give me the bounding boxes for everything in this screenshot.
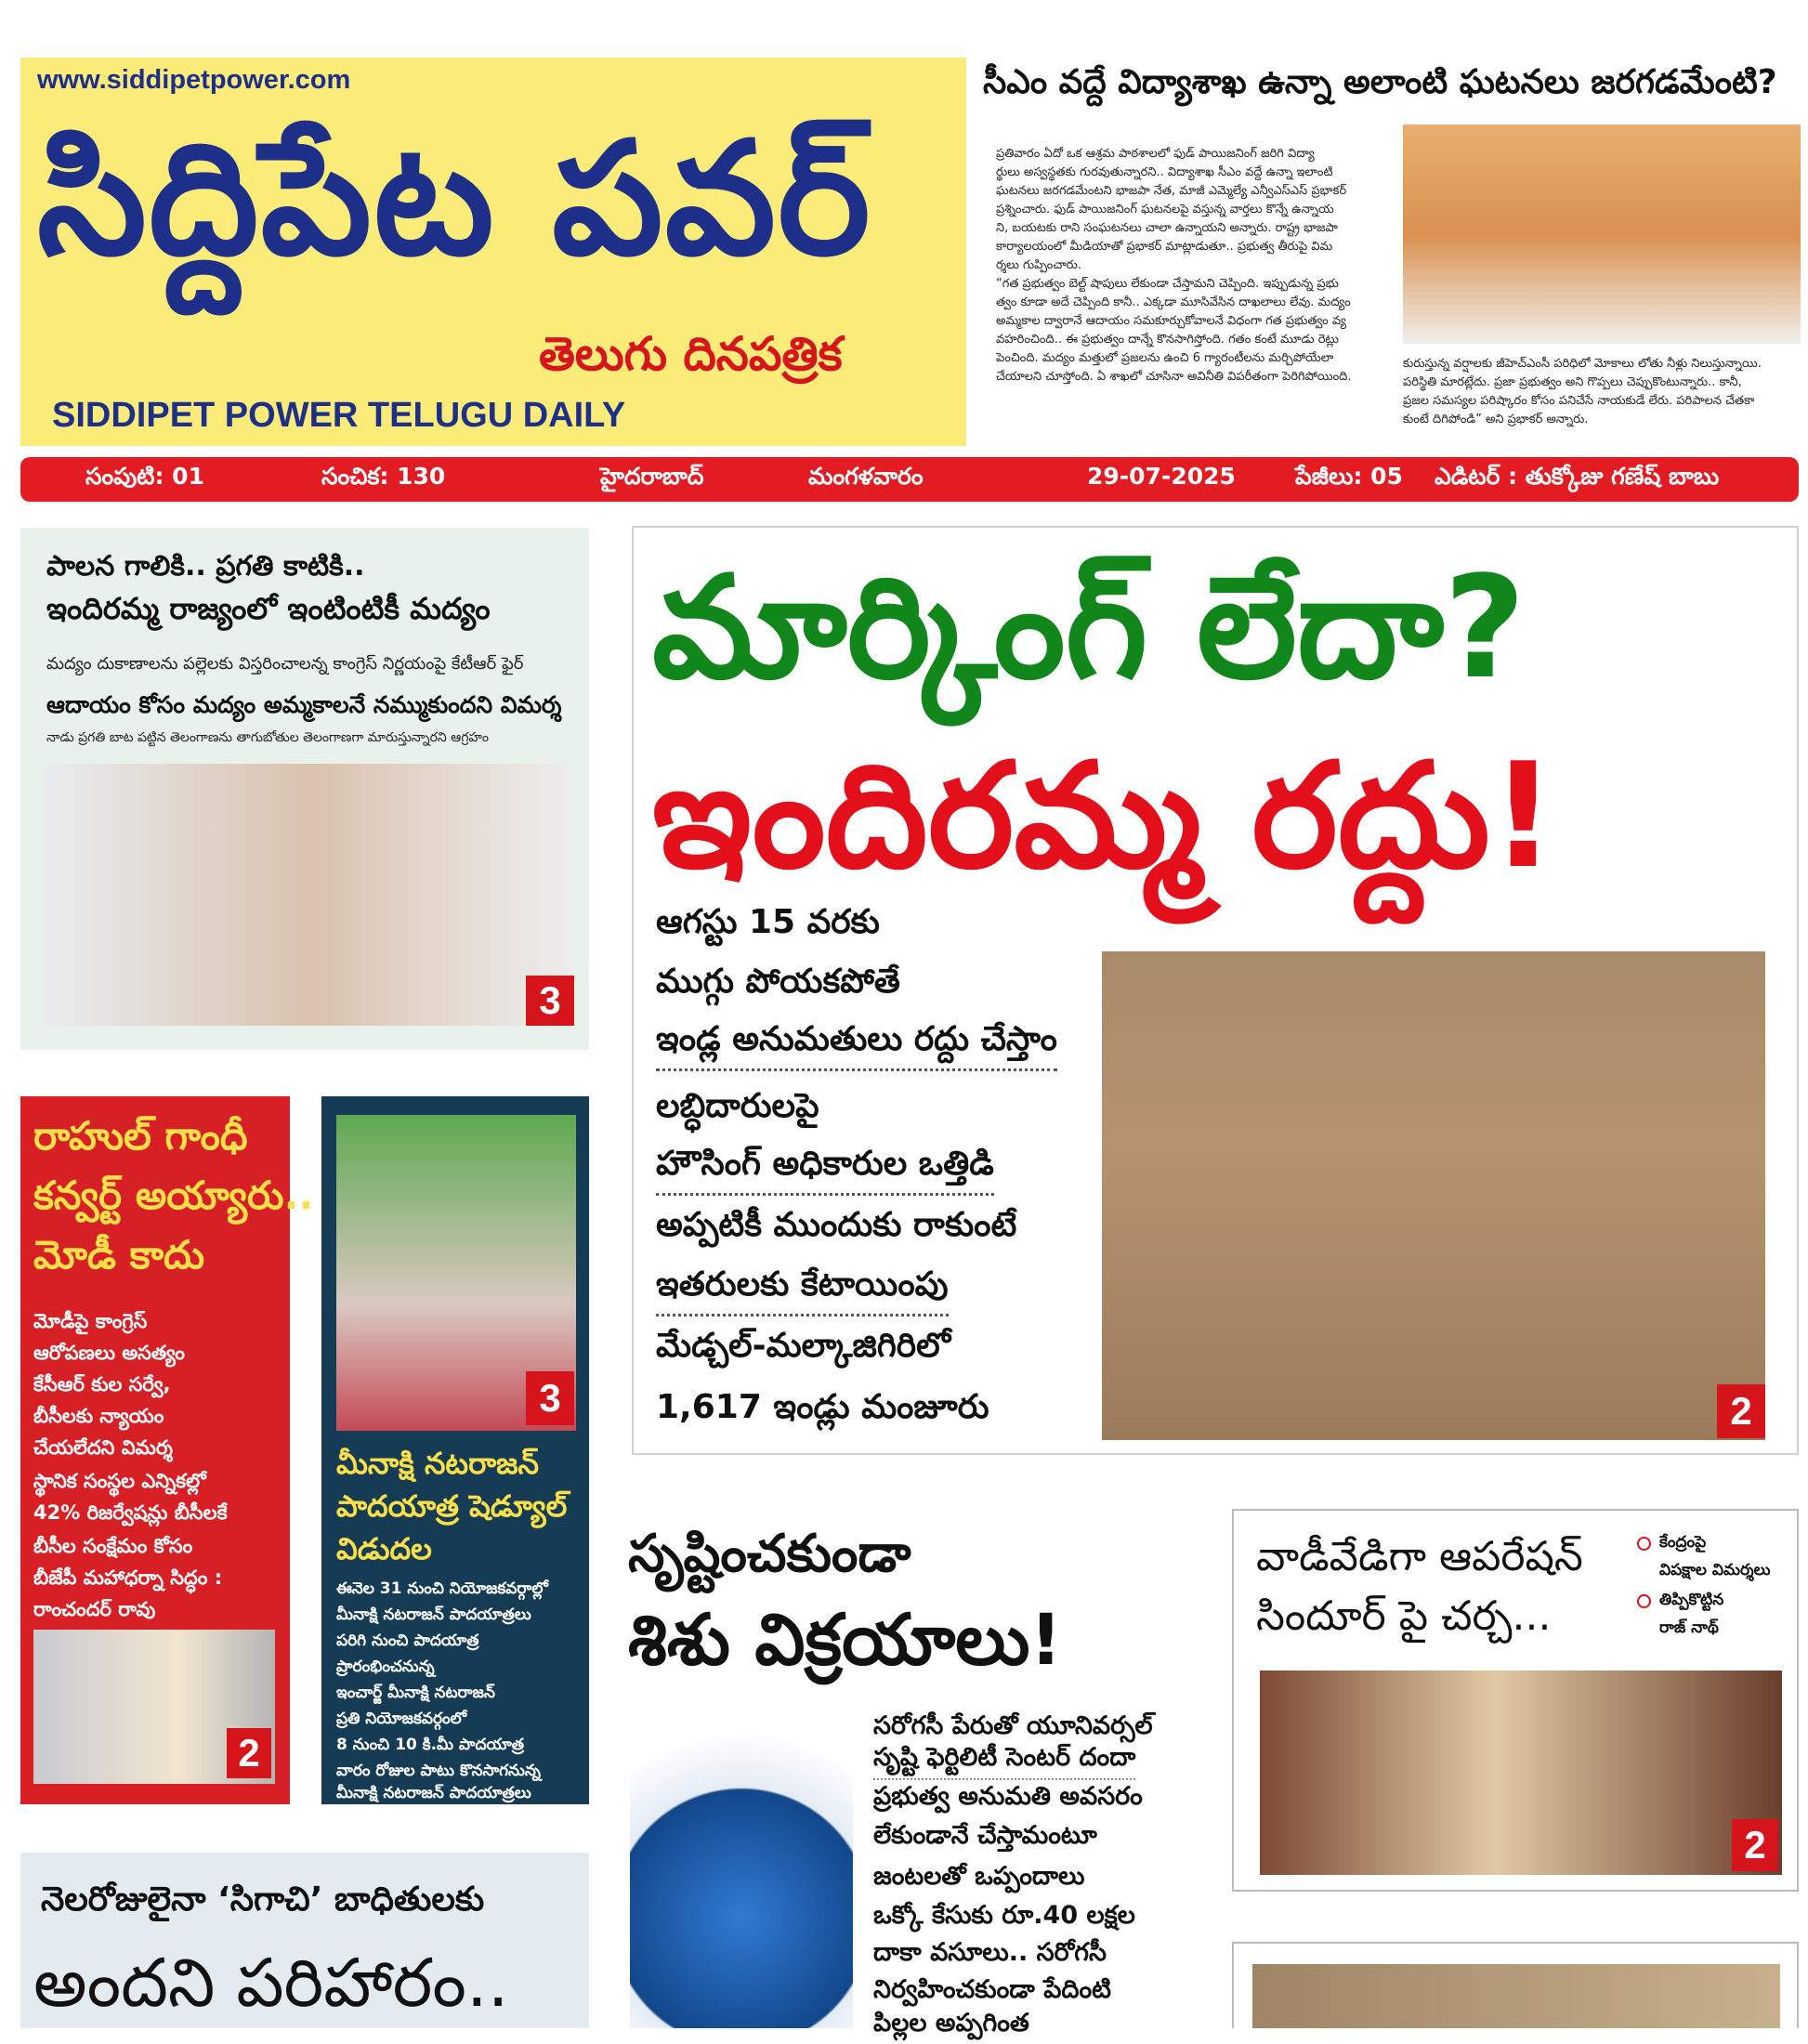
bullet-circle-icon (1637, 1537, 1651, 1551)
ktr-subhead-2: ఆదాయం కోసం మద్యం అమ్మకాలనే నమ్ముకుందని విమర్శ (46, 691, 562, 718)
main-point: ముగ్గు పోయకపోతే (656, 963, 900, 1001)
sindoor-headline-2: సిందూర్ పై చర్చ... (1256, 1592, 1552, 1640)
body-line: ర్థులు అస్వస్థతకు గురవుతున్నారని.. విద్యాశాఖ సీఎం వద్దే ఉన్నా ఇలాంటి (996, 165, 1333, 179)
surrogacy-body-line: జంటలతో ఒప్పందాలు (873, 1862, 1085, 1891)
edition-city: హైదరాబాద్ (600, 463, 704, 490)
body-line: ప్రజల సమస్యల పరిష్కారం కోసం పనిచేసే నాయకుడే లేరు. పరిపాలన చేతకా (1403, 394, 1755, 408)
sindoor-bullet: తిప్పికొట్టిన (1659, 1591, 1724, 1609)
surrogacy-headline-2: శిశు విక్రయాలు! (628, 1598, 1063, 1681)
main-point: అప్పటికీ ముందుకు రాకుంటే (656, 1206, 1017, 1244)
body-line: ఘటనలు జరగడమేంటని భాజపా నేత, మాజీ ఎమ్మెల్యే ఎన్వీఎస్ఎస్ ప్రభాకర్ (996, 184, 1347, 198)
sigachi-headline-1: నెలరోజులైనా ‘సిగాచి’ బాధితులకు (41, 1880, 485, 1919)
newspaper-subtitle: తెలుగు దినపత్రిక (539, 327, 843, 381)
meenakshi-body-line: ప్రతి నియోజకవర్గంలో (336, 1710, 467, 1728)
volume-number: సంపుటి: 01 (85, 463, 204, 490)
surrogacy-body-line: పిల్లల అప్పగింత (873, 2009, 1029, 2037)
parliament-photo (1260, 1671, 1782, 1875)
page-count: పేజీలు: 05 (1295, 463, 1403, 490)
body-line: కార్యాలయంలో మీడియాతో ప్రభాకర్ మాట్లాడుతూ.. ప్రభుత్వ తీరుపై విమ (996, 240, 1333, 254)
main-point: ఇండ్ల అనుమతులు రద్దు చేస్తాం (656, 1020, 1057, 1071)
body-line: త్వం కూడా అదే చెప్పింది కానీ.. ఎక్కడా మూసివేసిన దాఖలాలు లేవు. మద్యం (996, 295, 1351, 309)
body-line: ని, బయటకు రాని సంఘటనలు చాలా ఉన్నాయని అన్నారు. రాష్ట్ర భాజపా (996, 221, 1338, 235)
meenakshi-body-line: వారం రోజుల పాటు కొనసాగనున్న (336, 1762, 541, 1780)
body-line: ప్రతివారం ఏదో ఒక ఆశ్రమ పాఠశాలలో ఫుడ్ పాయిజనింగ్ జరిగి విద్యా (996, 147, 1315, 161)
rahul-body-line: బీజేపీ మహాధర్నా సిద్ధం : (33, 1566, 223, 1589)
page-badge[interactable]: 3 (526, 1371, 574, 1425)
sigachi-headline-2: అందని పరిహారం.. (33, 1944, 509, 2022)
page-badge[interactable]: 2 (1732, 1819, 1778, 1871)
body-line: పెంచింది. మద్యం మత్తులో ప్రజలను ఉంచి 6 గ్యారంటీలను మర్చిపోయేలా (996, 351, 1334, 365)
page-badge[interactable]: 3 (526, 976, 574, 1026)
meenakshi-body-line: పరిగి నుంచి పాదయాత్ర (336, 1631, 479, 1650)
prabhakar-photo (1403, 124, 1801, 344)
body-line: చేయాలని చూస్తోంది. ఏ శాఖలో చూసినా అవినీతి విపరీతంగా పెరిగిపోయింది. (996, 370, 1352, 384)
meenakshi-body-line: ఈనెల 31 నుంచి నియోజకవర్గాల్లో (336, 1579, 548, 1598)
site-url[interactable]: www.siddipetpower.com (37, 65, 351, 95)
sindoor-bullet: రాజ్ నాథ్ (1659, 1618, 1719, 1637)
main-point: మేడ్చల్-మల్కాజిగిరిలో (656, 1327, 951, 1365)
meenakshi-body-line: మీనాక్షి నటరాజన్ పాదయాత్రలు (336, 1605, 531, 1624)
meenakshi-body-line: 8 నుంచి 10 కి.మీ పాదయాత్ర (336, 1736, 525, 1754)
body-line: కురుస్తున్న వర్షాలకు జీహెచ్ఎంసీ పరిధిలో మోకాలు లోతు నీళ్లు నిలుస్తున్నాయి. (1403, 357, 1762, 371)
ktr-photo (46, 764, 574, 1026)
bullet-circle-icon (1637, 1594, 1651, 1608)
meenakshi-body-line: ఇంచార్జ్ మీనాక్షి నటరాజన్ (336, 1684, 495, 1702)
edition-date: 29-07-2025 (1087, 463, 1236, 490)
rahul-body-line: ఆరోపణలు అసత్యం (33, 1342, 185, 1364)
rahul-body-line: స్థానిక సంస్థల ఎన్నికల్లో (33, 1470, 206, 1492)
body-line: “గత ప్రభుత్వం బెల్ట్ షాపులు లేకుండా చేస్తామని చెప్పింది. ఇప్పుడున్న ప్రభు (996, 277, 1339, 291)
meenakshi-headline: పాదయాత్ర షెడ్యూల్ (336, 1488, 568, 1524)
ktr-headline-2: ఇందిరమ్మ రాజ్యంలో ఇంటింటికీ మద్యం (46, 591, 491, 626)
rahul-body-line: మోడీపై కాంగ్రెస్ (33, 1310, 148, 1332)
main-headline-2: ఇందిరమ్మ రద్దు! (652, 731, 1557, 900)
body-line: పరిస్థితి మారట్లేదు. ప్రజా ప్రభుత్వం అని గొప్పలు చెప్పుకొంటున్నారు.. కానీ, (1403, 375, 1742, 389)
surrogacy-body-line: లేకుండానే చేస్తామంటూ (873, 1821, 1097, 1850)
body-line: అమ్మకాల ద్వారానే ఆదాయం సమకూర్చుకోవాలనే విధంగా గత ప్రభుత్వం వ్య (996, 314, 1346, 328)
main-headline-1: మార్కింగ్ లేదా? (652, 545, 1526, 710)
top-right-headline: సీఎం వద్దే విద్యాశాఖ ఉన్నా అలాంటి ఘటనలు జరగడమేంటి? (983, 63, 1777, 101)
surrogacy-body-line: ప్రభుత్వ అనుమతి అవసరం (873, 1782, 1143, 1811)
sindoor-bullet: విపక్షాల విమర్శలు (1659, 1561, 1771, 1579)
rahul-body-line: బీసీలకు న్యాయం (33, 1405, 164, 1427)
sindoor-headline-1: వాడీవేడిగా ఆపరేషన్ (1256, 1533, 1583, 1580)
sindoor-bullet: కేంద్రంపై (1659, 1533, 1707, 1552)
bottom-right-photo (1252, 1964, 1780, 2028)
surrogacy-body-line: సృష్టి ఫెర్టిలిటీ సెంటర్ దందా (873, 1743, 1135, 1780)
rahul-body-line: కేసీఆర్ కుల సర్వే, (33, 1373, 171, 1395)
rahul-body-line: బీసీల సంక్షేమం కోసం (33, 1535, 193, 1557)
rahul-body-line: రాంచందర్ రావు (33, 1598, 156, 1620)
meenakshi-body-line: ప్రారంభించనున్న (336, 1657, 435, 1676)
rahul-headline: రాహుల్ గాంధీ (33, 1113, 248, 1159)
body-line: ప్రశ్నించారు. ఫుడ్ పాయిజనింగ్ ఘటనలపై వస్తున్న వార్తలు కొన్నే ఉన్నాయ (996, 203, 1334, 216)
newspaper-english-name: SIDDIPET POWER TELUGU DAILY (52, 396, 626, 435)
ktr-headline-1: పాలన గాలికి.. ప్రగతి కాటికి.. (46, 550, 365, 583)
ktr-subhead-1: మద్యం దుకాణాలను పల్లెలకు విస్తరించాలన్న కాంగ్రెస్ నిర్ణయంపై కేటీఆర్ ఫైర్ (46, 654, 524, 674)
edition-day: మంగళవారం (808, 463, 924, 490)
body-line: ర్శలు గుప్పించారు. (996, 258, 1082, 272)
rahul-headline: కన్వర్ట్ అయ్యారు.. (33, 1173, 314, 1218)
rahul-body-line: 42% రిజర్వేషన్లు బీసీలకే (33, 1501, 228, 1524)
body-line: వహరించింది.. ఈ ప్రభుత్వం దాన్నే కొనసాగిస్తోంది. గతం కంటే మూడు రెట్లు (996, 333, 1339, 347)
ktr-subhead-3: నాడు ప్రగతి బాట పట్టిన తెలంగాణను తాగుబోతుల తెలంగాణగా మారుస్తున్నారని ఆగ్రహం (46, 730, 489, 745)
surrogacy-body-line: ఒక్కో కేసుకు రూ.40 లక్షల (873, 1901, 1135, 1930)
top-right-body-right (1403, 355, 1801, 429)
meenakshi-headline: విడుదల (336, 1531, 432, 1566)
marking-field-photo (1102, 951, 1765, 1440)
page-badge[interactable]: 2 (227, 1728, 271, 1778)
surrogacy-body-line: దాకా వసూలు.. సరోగసీ (873, 1938, 1107, 1967)
page-badge[interactable]: 2 (1717, 1384, 1765, 1438)
main-point: ఇతరులకు కేటాయింపు (656, 1265, 949, 1317)
surrogacy-body-line: నిర్వహించకుండా పేదింటి (873, 1975, 1111, 2004)
meenakshi-body-line: మీనాక్షి నటరాజన్ పాదయాత్రలు (336, 1784, 531, 1802)
fetus-flask-illustration (630, 1713, 853, 2028)
surrogacy-headline-1: సృష్టించకుండా (628, 1524, 911, 1584)
editor-name: ఎడిటర్ : తుక్కోజు గణేష్ బాబు (1435, 463, 1720, 490)
main-point: ఆగస్టు 15 వరకు (656, 903, 880, 941)
main-point: లబ్ధిదారులపై (656, 1087, 819, 1125)
main-point: 1,617 ఇండ్లు మంజూరు (656, 1388, 989, 1426)
meenakshi-headline: మీనాక్షి నటరాజన్ (336, 1446, 539, 1481)
surrogacy-body-line: సరోగసీ పేరుతో యూనివర్సల్ (873, 1711, 1153, 1740)
rahul-body-line: చేయలేదని విమర్శ (33, 1436, 173, 1459)
issue-number: సంచిక: 130 (321, 463, 446, 490)
top-right-body-left (996, 145, 1382, 387)
body-line: కుంటే దిగిపోండి” అని ప్రభాకర్ అన్నారు. (1403, 413, 1589, 426)
newspaper-title: సిద్దిపేట పవర్ (37, 108, 872, 290)
rahul-headline: మోడీ కాదు (33, 1232, 205, 1278)
main-point: హౌసింగ్ అధికారుల ఒత్తిడి (656, 1145, 994, 1196)
